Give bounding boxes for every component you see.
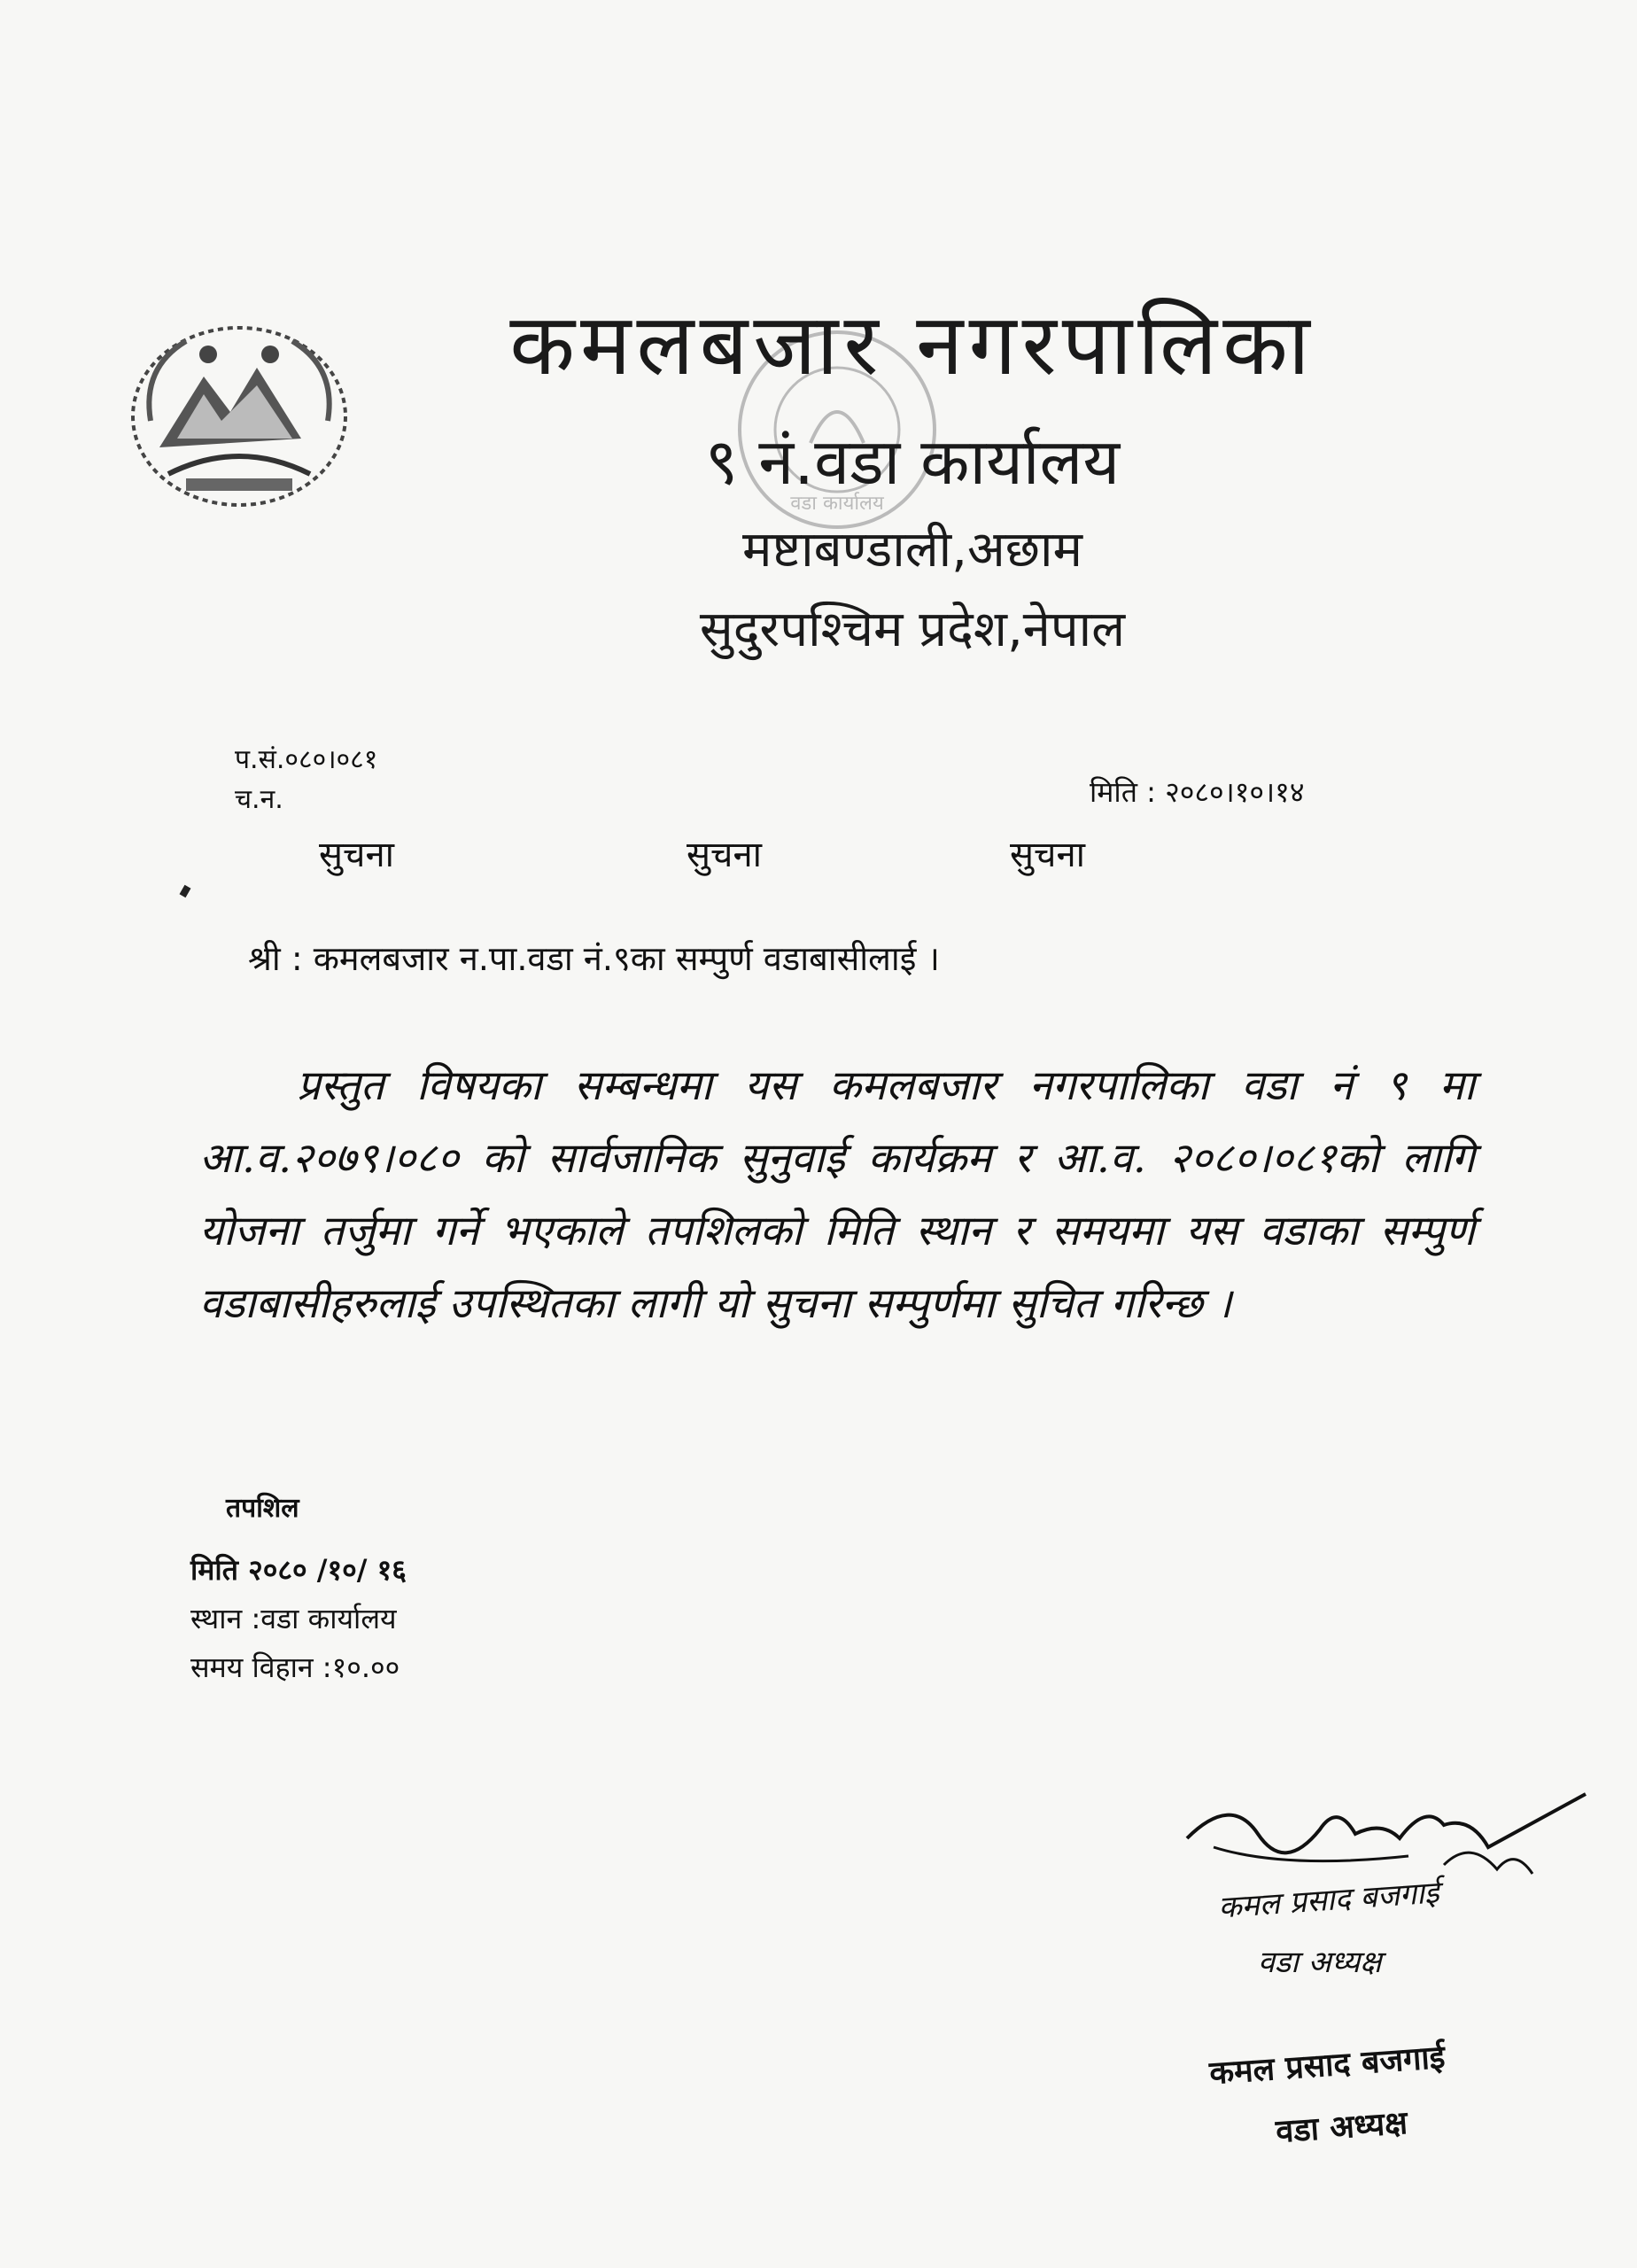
notice-body: प्रस्तुत विषयका सम्बन्धमा यस कमलबजार नगरपालिका वडा नं ९ मा आ.व.२०७९।०८० को सार्वजानिक सुनुवाई कार्यक्रम र आ.व. २०८०।०८१को लागि योजना तर्जुमा गर्ने भएकाले तपशिलको मिति स्थान र समयमा यस वडाका सम्पुर्ण वडाबासीहरुलाई उपस्थितका लागी यो सुचना सम्पुर्णमा सुचित गरिन्छ । bbox=[199, 1061, 1475, 1328]
signatory-title-stamp: वडा अध्यक्ष bbox=[1274, 2104, 1409, 2151]
schedule-place: स्थान :वडा कार्यालय bbox=[190, 1602, 397, 1635]
ink-mark bbox=[180, 885, 191, 897]
reference-number: प.सं.०८०।०८१ bbox=[235, 744, 378, 775]
notice-word-1: सुचना bbox=[319, 835, 394, 875]
notice-word-2: सुचना bbox=[687, 835, 762, 875]
notice-word-3: सुचना bbox=[1010, 835, 1085, 875]
signatory-name-handwritten: कमल प्रसाद बजगाई bbox=[1217, 1875, 1440, 1926]
dispatch-number: च.न. bbox=[235, 784, 283, 815]
signatory-title-handwritten: वडा अध्यक्ष bbox=[1258, 1945, 1382, 1980]
ward-office-title: ९ नं.वडा कार्यालय bbox=[704, 424, 1121, 499]
signatory-name-stamp: कमल प्रसाद बजगाई bbox=[1208, 2039, 1447, 2093]
addressee-line: श्री : कमलबजार न.पा.वडा नं.९का सम्पुर्ण वडाबासीलाई । bbox=[248, 939, 940, 978]
province-line: सुदुरपश्चिम प्रदेश,नेपाल bbox=[699, 601, 1126, 658]
municipality-title: कमलबजार नगरपालिका bbox=[509, 295, 1315, 394]
nepal-emblem-icon bbox=[124, 315, 354, 509]
schedule-time: समय विहान :१०.०० bbox=[190, 1651, 400, 1684]
letter-date: मिति : २०८०।१०।१४ bbox=[1090, 775, 1305, 809]
schedule-date: मिति २०८० /१०/ १६ bbox=[190, 1553, 407, 1587]
svg-text:वडा कार्यालय: वडा कार्यालय bbox=[790, 493, 884, 515]
schedule-heading: तपशिल bbox=[226, 1493, 299, 1524]
location-line: मष्टाबण्डाली,अछाम bbox=[741, 521, 1083, 579]
